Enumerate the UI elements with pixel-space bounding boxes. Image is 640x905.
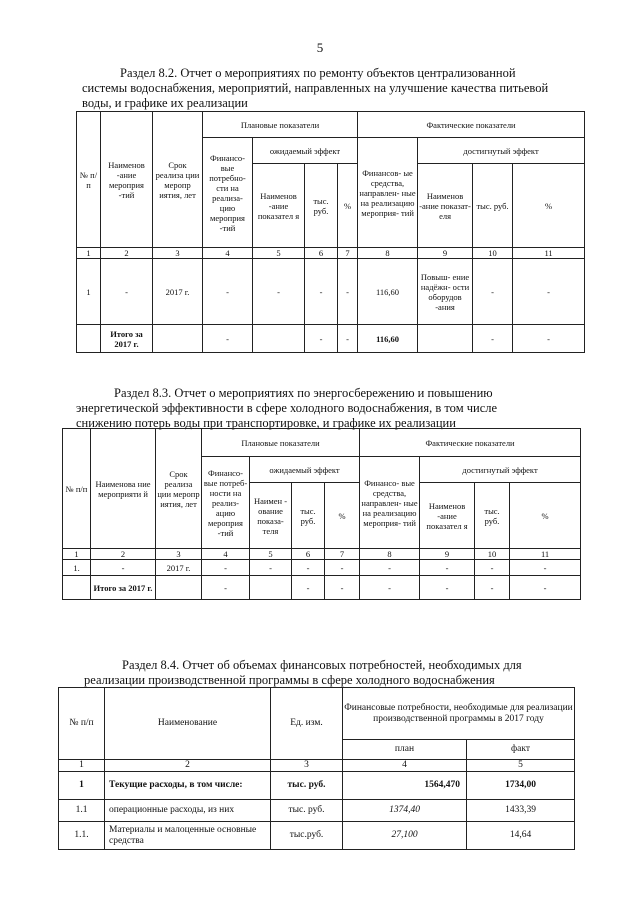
- col-header-plan-indicator: Наимен - ование показа- теля: [250, 483, 292, 549]
- total-row: [63, 576, 581, 600]
- cell: 8: [360, 549, 420, 560]
- cell: 14,64: [467, 822, 575, 850]
- cell: -: [305, 259, 338, 325]
- column-number-row: [63, 549, 581, 560]
- cell: -: [360, 560, 420, 576]
- cell: 5: [250, 549, 292, 560]
- col-header-plan-fin: Финансо- вые потреб- ности на реализ- ацию мероприя -тий: [202, 457, 250, 549]
- col-header-plan-pct: %: [338, 164, 358, 248]
- cell: 1.: [63, 560, 91, 576]
- cell: 1: [77, 259, 101, 325]
- column-number-row: [77, 248, 585, 259]
- heading-line: энергетической эффективности в сфере холодного водоснабжения, в том числе: [76, 401, 498, 415]
- heading-line: Раздел 8.3. Отчет о мероприятиях по энергосбережению и повышению: [114, 386, 493, 400]
- cell: 7: [325, 549, 360, 560]
- page-number: 5: [316, 40, 324, 55]
- col-header-fact-fin: Финансо- вые средства, направлен- ные на реализацию мероприя- тий: [360, 457, 420, 549]
- cell: 9: [420, 549, 475, 560]
- cell: -: [338, 259, 358, 325]
- col-header-plan: Плановые показатели: [203, 112, 358, 138]
- cell: -: [338, 325, 358, 353]
- total-label: Итого за 2017 г.: [101, 325, 153, 353]
- cell: 3: [153, 248, 203, 259]
- col-header-fact: Фактические показатели: [358, 112, 585, 138]
- cell: 2017 г.: [156, 560, 202, 576]
- cell: 1433,39: [467, 800, 575, 822]
- table-8-4: [58, 687, 575, 850]
- cell: 1: [59, 760, 105, 772]
- cell: 11: [510, 549, 581, 560]
- col-header-fact: факт: [467, 740, 575, 760]
- column-number-row: [59, 760, 575, 772]
- cell: 1.1.: [59, 822, 105, 850]
- cell: -: [420, 560, 475, 576]
- section-8-4-heading: [84, 658, 568, 688]
- cell: 6: [305, 248, 338, 259]
- cell: операционные расходы, из них: [105, 800, 271, 822]
- col-header-no: № п/п: [59, 688, 105, 760]
- col-header-term: Срок реализа ции меропр иятия, лет: [156, 429, 202, 549]
- cell: -: [473, 325, 513, 353]
- col-header-plan-indicator: Наименов -ание показател я: [253, 164, 305, 248]
- cell: 2: [105, 760, 271, 772]
- cell: -: [250, 560, 292, 576]
- cell: -: [203, 325, 253, 353]
- cell: -: [513, 259, 585, 325]
- cell: 3: [271, 760, 343, 772]
- table-row: [63, 560, 581, 576]
- heading-line: воды, и графике их реализации: [82, 96, 248, 110]
- cell: -: [305, 325, 338, 353]
- cell: -: [202, 576, 250, 600]
- cell: 1: [77, 248, 101, 259]
- heading-line: Раздел 8.2. Отчет о мероприятиях по ремонту объектов централизованной: [120, 66, 516, 80]
- cell: [418, 325, 473, 353]
- cell: 116,60: [358, 325, 418, 353]
- cell: [156, 576, 202, 600]
- col-header-plan-pct: %: [325, 483, 360, 549]
- cell: 1.1: [59, 800, 105, 822]
- cell: -: [325, 576, 360, 600]
- cell: -: [253, 259, 305, 325]
- heading-line: Раздел 8.4. Отчет об объемах финансовых потребностей, необходимых для: [122, 658, 522, 672]
- col-header-name: Наименование: [105, 688, 271, 760]
- cell: 5: [253, 248, 305, 259]
- cell: -: [91, 560, 156, 576]
- col-header-plan-rub: тыс. руб.: [292, 483, 325, 549]
- cell: 2: [91, 549, 156, 560]
- col-header-fact-fin: Финансов- ые средства, направлен- ные на реализацию мероприя- тий: [358, 138, 418, 248]
- cell: [63, 576, 91, 600]
- col-header-plan-effect: ожидаемый эффект: [250, 457, 360, 483]
- section-8-3-heading: [76, 386, 568, 431]
- cell: -: [513, 325, 585, 353]
- cell: Повыш- ение надёжн- ости оборудов -ания: [418, 259, 473, 325]
- cell: тыс. руб.: [271, 800, 343, 822]
- col-header-fact-rub: тыс. руб.: [473, 164, 513, 248]
- cell: -: [325, 560, 360, 576]
- col-header-term: Срок реализа ции меропр иятия, лет: [153, 112, 203, 248]
- cell: -: [420, 576, 475, 600]
- cell: 1: [63, 549, 91, 560]
- cell: тыс.руб.: [271, 822, 343, 850]
- col-header-fact-indicator: Наименов -ание показател я: [420, 483, 475, 549]
- table-row: [59, 772, 575, 800]
- col-header-fact-effect: достигнутый эффект: [418, 138, 585, 164]
- cell: -: [473, 259, 513, 325]
- cell: 1734,00: [467, 772, 575, 800]
- cell: 1374,40: [343, 800, 467, 822]
- cell: 1: [59, 772, 105, 800]
- cell: -: [510, 560, 581, 576]
- table-8-2: [76, 111, 585, 353]
- cell: 3: [156, 549, 202, 560]
- cell: [250, 576, 292, 600]
- cell: 8: [358, 248, 418, 259]
- table-row: [59, 800, 575, 822]
- col-header-unit: Ед. изм.: [271, 688, 343, 760]
- col-header-plan-rub: тыс. руб.: [305, 164, 338, 248]
- heading-line: системы водоснабжения, мероприятий, направленных на улучшение качества питьевой: [82, 81, 549, 95]
- col-header-plan-effect: ожидаемый эффект: [253, 138, 358, 164]
- cell: -: [360, 576, 420, 600]
- cell: [153, 325, 203, 353]
- cell: -: [475, 560, 510, 576]
- cell: 27,100: [343, 822, 467, 850]
- cell: [77, 325, 101, 353]
- total-label: Итого за 2017 г.: [91, 576, 156, 600]
- col-header-plan: Плановые показатели: [202, 429, 360, 457]
- cell: 2017 г.: [153, 259, 203, 325]
- col-header-fin-needs: Финансовые потребности, необходимые для реализации производственной программы в 2017 году: [343, 688, 575, 740]
- col-header-fact-indicator: Наименов -ание показат- еля: [418, 164, 473, 248]
- cell: [253, 325, 305, 353]
- cell: 4: [202, 549, 250, 560]
- cell: 10: [475, 549, 510, 560]
- cell: 4: [343, 760, 467, 772]
- cell: 5: [467, 760, 575, 772]
- col-header-fact-pct: %: [513, 164, 585, 248]
- cell: -: [292, 560, 325, 576]
- col-header-no: № п/п: [63, 429, 91, 549]
- col-header-fact-pct: %: [510, 483, 581, 549]
- cell: 11: [513, 248, 585, 259]
- cell: 2: [101, 248, 153, 259]
- col-header-fact-effect: достигнутый эффект: [420, 457, 581, 483]
- cell: -: [292, 576, 325, 600]
- cell: 116,60: [358, 259, 418, 325]
- col-header-name: Наименова ние мероприяти й: [91, 429, 156, 549]
- cell: Текущие расходы, в том числе:: [105, 772, 271, 800]
- heading-line: снижению потерь воды при транспортировке, и графике их реализации: [76, 416, 456, 430]
- cell: -: [510, 576, 581, 600]
- cell: -: [202, 560, 250, 576]
- table-row: [59, 822, 575, 850]
- cell: -: [203, 259, 253, 325]
- col-header-plan: план: [343, 740, 467, 760]
- total-row: [77, 325, 585, 353]
- cell: 1564,470: [343, 772, 467, 800]
- cell: -: [475, 576, 510, 600]
- col-header-fact-rub: тыс. руб.: [475, 483, 510, 549]
- cell: 9: [418, 248, 473, 259]
- col-header-fact: Фактические показатели: [360, 429, 581, 457]
- cell: тыс. руб.: [271, 772, 343, 800]
- col-header-no: № п/п: [77, 112, 101, 248]
- table-8-3: [62, 428, 581, 600]
- cell: 4: [203, 248, 253, 259]
- table-row: [77, 259, 585, 325]
- cell: 7: [338, 248, 358, 259]
- cell: Материалы и малоценные основные средства: [105, 822, 271, 850]
- cell: -: [101, 259, 153, 325]
- cell: 10: [473, 248, 513, 259]
- cell: 6: [292, 549, 325, 560]
- heading-line: реализации производственной программы в сфере холодного водоснабжения: [84, 673, 495, 687]
- col-header-plan-fin: Финансо- вые потребно- сти на реализа- цию мероприя -тий: [203, 138, 253, 248]
- section-8-2-heading: [82, 66, 574, 111]
- col-header-name: Наименов -ание мероприя -тий: [101, 112, 153, 248]
